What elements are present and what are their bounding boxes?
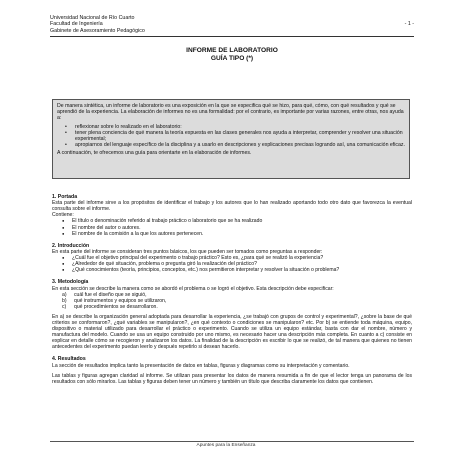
section-heading: 4. Resultados [52,356,86,363]
section-heading: 3. Metodología [52,279,89,286]
intro-closing: A continuación, te ofrecemos una guía para orientarte en la elaboración de informes. [57,150,252,157]
faculty-name: Facultad de Ingeniería [50,21,103,28]
section-heading: 1. Portada [52,194,78,200]
document-body [52,188,412,385]
section-paragraph-2: Las tablas y figuras agregan claridad al informe. Se utilizan para presentar los datos de manera resumida a fin de que el lector tenga un panorama de los resultados con sólo mirarlos. Las tablas y figuras deben tener un número y también un título que describa claramente los datos que contienen. [52,372,412,385]
section-paragraph: En esta sección se describe la manera como se abordó el problema o se logró el objetivo. Esta descripción debe especificar: [52,285,334,292]
department-name: Gabinete de Asesoramiento Pedagógico [50,27,145,34]
section-introduccion [52,243,412,274]
document-title [50,47,414,62]
list-item: ● ¿Qué conocimientos (teoría, principios, conceptos, etc.) nos permitieron interpretar y resolver la situación o problema? [62,267,412,273]
list-item: ● El título o denominación referido al trabajo práctico o laboratorio que se ha realizado [62,218,412,224]
list-item: ● ¿Cuál fue el objetivo principal del experimento o trabajo práctico? Esto es, ¿para qué se realizó la experiencia? [62,255,412,261]
list-item [62,304,412,310]
list-item: ● El nombre del autor o autores. [62,225,412,231]
section-portada [52,194,412,237]
section-resultados [52,356,412,384]
list-item-label: c) [62,303,67,310]
list-item-text: qué instrumentos y equipos se utilizaron, [74,297,167,304]
intro-bullet: • reflexionar sobre lo realizado en el laboratorio: [65,124,405,130]
page-footer: Apuntes para la Enseñanza [196,443,256,448]
section-list [62,255,412,273]
section-paragraph: Esta parte del informe sirve a los propósitos de identificar el trabajo y los autores que lo han realizado aportando todo otro dato que favorezca la eventual consulta sobre el informe. [52,200,412,213]
section-metodologia [52,279,412,350]
section-lettered-list [62,292,412,310]
list-item-text: cuál fue el diseño que se siguió, [74,291,147,298]
intro-box [52,99,410,179]
section-paragraph-2: En a) se describe la organización general adoptada para desarrollar la experiencia, ¿se trabajó con grupos de control y experimental?, ¿sobre la base de qué criterios se conformaron?, ¿qué variables se manipularon?, ¿en qué contexto o condiciones se manipularon? etc. Por b) se entiende toda máquina, equipo, dispositivo o material utilizado para desarrollar el práctico o experimento. Cuando se utiliza un equipo estándar, basta con dar el nombre, número y manufactura del modelo. Cuando se usa un equipo construido por uno mismo, es necesario hacer una descripción más completa. En cuanto a c) consiste en explicar en detalle cómo se recogieron y analizaron los datos. La finalidad de la descripción es escribir lo que se realizó, de tal manera que quienes no tienen antecedentes del experimento puedan leerlo y después repetirlo si desean hacerlo. [52,313,412,351]
list-item-label: b) [62,297,67,304]
section-paragraph: La sección de resultados implica tanto la presentación de datos en tablas, figuras y diagramas como su interpretación y comentario. [52,362,350,369]
intro-bullet-list [65,124,405,149]
intro-bullet: • apropiarnos del lenguaje específico de la disciplina y a usarlo en descripciones y explicaciones precisas logrando así, una comunicación eficaz. [65,142,405,148]
page-number: - 1 - [404,21,414,27]
list-item-text: qué procedimientos se desarrollaron. [74,303,158,310]
footer-divider [50,441,414,442]
title-line-1: INFORME DE LABORATORIO [186,47,278,54]
intro-bullet: • tener plena conciencia de qué manera la teoría expuesta en las clases generales nos ayuda a interpretar, comprender y resolver una situación experimental; [65,130,405,142]
list-item: ● ¿Alrededor de qué situación, problema o pregunta giró la realización del práctico? [62,261,412,267]
intro-paragraph: De manera sintética, un informe de laboratorio es una exposición en la que se especifica qué se hizo, para qué, cómo, con qué resultados y qué se aprendió de la experiencia. La elaboración de informes no es una formalidad: por el contrario, es importante por varias razones, entre otras, nos ayuda a: [57,103,404,122]
list-item: ● El nombre de la comisión a la que los autores pertenecen. [62,231,412,237]
section-heading: 2. Introducción [52,242,90,249]
university-name: Universidad Nacional de Río Cuarto [50,15,135,21]
title-line-2: GUÍA TIPO (*) [210,54,254,62]
section-paragraph: En esta parte del informe se consideran tres puntos básicos, los que pueden ser tomados como preguntas a responder: [52,248,323,255]
institution-header [50,15,145,34]
section-contains-label: Contiene: [52,212,74,219]
section-list [62,218,412,236]
header-divider [50,36,414,37]
list-item-label: a) [62,291,67,298]
